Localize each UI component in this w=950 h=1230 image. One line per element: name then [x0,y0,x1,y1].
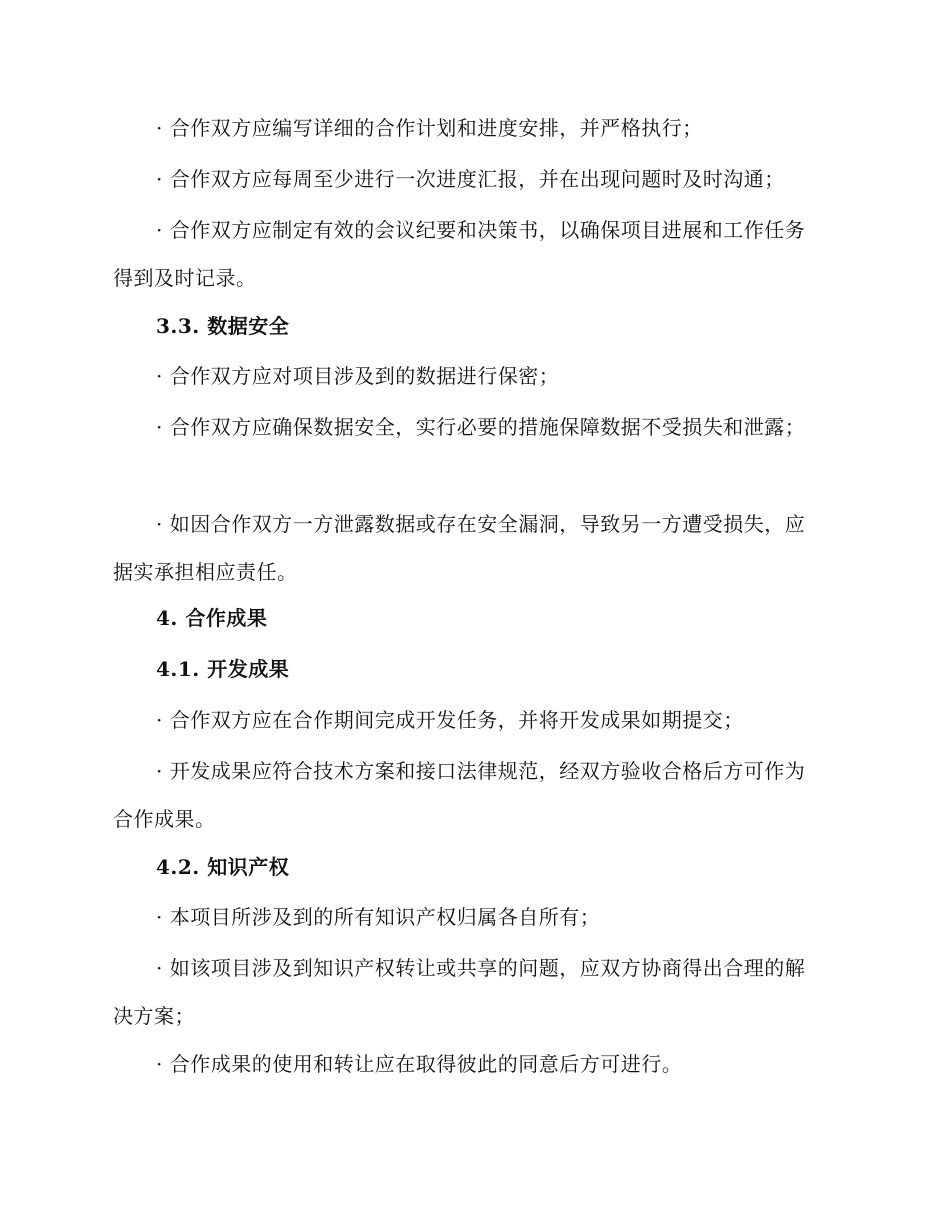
bullet-paragraph: · 合作双方应确保数据安全，实行必要的措施保障数据不受损失和泄露； [156,415,806,439]
section-heading: 4. 合作成果 [156,606,268,630]
bullet-paragraph: · 如该项目涉及到知识产权转让或共享的问题，应双方协商得出合理的解决方案； [113,956,806,1028]
bullet-paragraph: · 合作双方应在合作期间完成开发任务，并将开发成果如期提交； [156,708,744,732]
section-heading: 3.3. 数据安全 [156,314,290,338]
bullet-paragraph: · 合作双方应编写详细的合作计划和进度安排，并严格执行； [156,116,703,140]
section-heading: 4.2. 知识产权 [156,855,290,879]
bullet-paragraph: · 合作成果的使用和转让应在取得彼此的同意后方可进行。 [156,1052,683,1076]
section-heading: 4.1. 开发成果 [156,657,290,681]
bullet-paragraph: · 本项目所涉及到的所有知识产权归属各自所有； [156,905,601,929]
bullet-paragraph: · 如因合作双方一方泄露数据或存在安全漏洞，导致另一方遭受损失，应据实承担相应责任。 [113,512,806,584]
bullet-paragraph: · 合作双方应每周至少进行一次进度汇报，并在出现问题时及时沟通； [156,167,785,191]
bullet-paragraph: · 合作双方应制定有效的会议纪要和决策书，以确保项目进展和工作任务得到及时记录。 [113,218,806,290]
bullet-paragraph: · 开发成果应符合技术方案和接口法律规范，经双方验收合格后方可作为合作成果。 [113,759,806,831]
bullet-paragraph: · 合作双方应对项目涉及到的数据进行保密； [156,364,560,388]
